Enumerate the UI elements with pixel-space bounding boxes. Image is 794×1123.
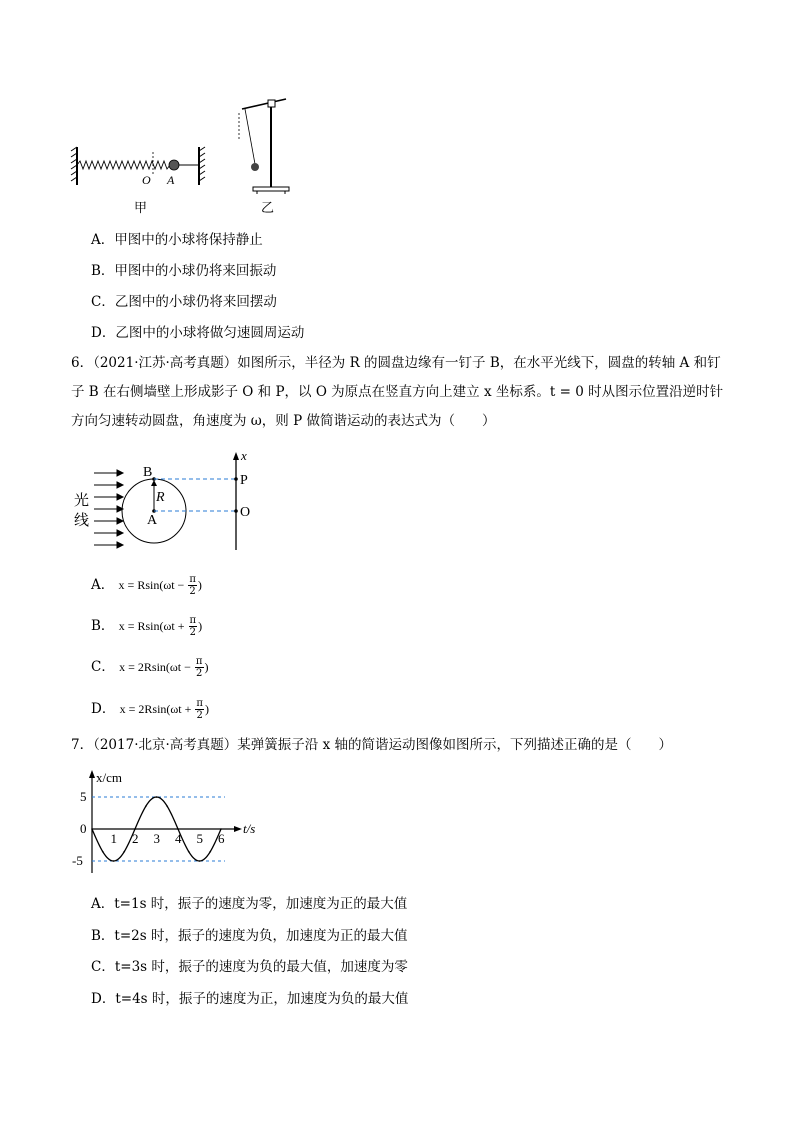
x-tick-label: 1	[110, 831, 117, 846]
data-point	[188, 851, 190, 853]
option-letter: C．	[91, 659, 115, 675]
option-letter: A．	[91, 896, 115, 912]
x-axis-label: x	[241, 448, 247, 463]
q7-option-a[interactable]	[91, 892, 407, 912]
q6-stem-line-1: 6．（2021·江苏·高考真题）如图所示，半径为 R 的圆盘边缘有一钉子 B，在水平光线下，圆盘的转轴 A 和钉	[71, 355, 721, 371]
fraction: $\frac{\pi}{2}$	[195, 656, 203, 679]
pendulum-diagram	[239, 99, 289, 215]
y-tick-label: 0	[80, 821, 87, 836]
x-axis-label: t/s	[243, 821, 256, 836]
data-point	[199, 860, 201, 862]
option-letter: A．	[91, 232, 115, 248]
q6-option-c[interactable]: C． x = 2Rsin(ωt − $\frac{\pi}{2}$ )	[91, 656, 209, 679]
q5-option-b[interactable]	[91, 259, 276, 279]
formula-prefix: x = Rsin(ωt −	[118, 578, 188, 592]
formula-prefix: x = 2Rsin(ωt −	[119, 660, 194, 674]
q6-option-d[interactable]: D． x = 2Rsin(ωt + $\frac{\pi}{2}$ )	[91, 698, 209, 721]
figure-jia-label: 甲	[134, 200, 148, 215]
option-text: 乙图中的小球将做匀速圆周运动	[115, 325, 305, 341]
x-tick-label: 3	[153, 831, 160, 846]
q6-stem-line-2: 子 B 在右侧墙壁上形成影子 O 和 P，以 O 为原点在竖直方向上建立 x 坐标系。t = 0 时从图示位置沿逆时针	[71, 384, 724, 400]
q6-option-a[interactable]: A． x = Rsin(ωt − $\frac{\pi}{2}$ )	[91, 574, 202, 597]
y-axis-arrow	[89, 770, 95, 778]
y-axis-label: x/cm	[96, 770, 122, 785]
data-point	[113, 860, 115, 862]
q7-option-c[interactable]	[91, 955, 408, 975]
data-point	[156, 796, 158, 798]
y-tick-label: -5	[72, 853, 83, 868]
q6-stem	[71, 349, 731, 436]
option-letter: B．	[91, 618, 115, 634]
q6-disk-figure	[72, 448, 272, 558]
data-point	[220, 828, 222, 830]
data-point	[209, 851, 211, 853]
point-A-label: A	[167, 173, 175, 187]
light-label-2: 线	[74, 513, 90, 529]
formula-prefix: x = Rsin(ωt +	[118, 619, 188, 633]
option-text: t=1s 时，振子的速度为零，加速度为正的最大值	[114, 896, 408, 912]
x-axis-arrow	[234, 826, 242, 832]
data-point	[166, 806, 168, 808]
option-text: 甲图中的小球仍将来回振动	[114, 263, 277, 279]
light-arrows	[94, 470, 123, 548]
option-text: t=4s 时，振子的速度为正，加速度为负的最大值	[115, 991, 409, 1007]
point-O-label: O	[240, 505, 251, 520]
light-label-1: 光	[74, 493, 90, 509]
fraction: $\frac{\pi}{2}$	[189, 574, 196, 597]
q7-option-b[interactable]	[91, 924, 407, 944]
data-point	[177, 828, 179, 830]
q7-shm-graph	[74, 768, 274, 878]
radius-R-label: R	[156, 490, 165, 505]
q5-option-c[interactable]	[91, 290, 277, 310]
option-letter: B．	[91, 928, 115, 944]
data-point	[123, 851, 125, 853]
q5-figure	[68, 95, 298, 220]
x-tick-label: 2	[132, 831, 139, 846]
data-point	[145, 806, 147, 808]
point-A-label: A	[147, 513, 158, 528]
point-O-label: O	[142, 173, 151, 187]
option-letter: A．	[91, 577, 115, 593]
q7-option-d[interactable]	[91, 987, 408, 1007]
q5-option-d[interactable]	[91, 321, 304, 341]
x-tick-label: 5	[196, 831, 203, 846]
data-point	[102, 851, 104, 853]
q7-stem: 7．（2017·北京·高考真题）某弹簧振子沿 x 轴的简谐运动图像如图所示，下列描述正确的是（ ）	[71, 737, 672, 753]
option-letter: C．	[91, 294, 115, 310]
option-text: 甲图中的小球将保持静止	[114, 232, 263, 248]
x-tick-label: 6	[218, 831, 225, 846]
option-letter: D．	[91, 325, 116, 341]
q6-stem-line-3: 方向匀速转动圆盘，角速度为 ω，则 P 做简谐运动的表达式为（ ）	[71, 413, 496, 429]
option-letter: C．	[91, 959, 115, 975]
option-letter: D．	[91, 991, 116, 1007]
option-letter: D．	[91, 701, 116, 717]
data-point	[91, 828, 93, 830]
point-B-label: B	[143, 465, 153, 480]
fraction: $\frac{\pi}{2}$	[189, 615, 197, 638]
data-point	[134, 828, 136, 830]
option-text: t=3s 时，振子的速度为负的最大值，加速度为零	[114, 959, 408, 975]
fraction: $\frac{\pi}{2}$	[196, 698, 203, 721]
point-P-label: P	[240, 473, 248, 488]
formula-prefix: x = 2Rsin(ωt +	[119, 702, 195, 716]
option-text: t=2s 时，振子的速度为负，加速度为正的最大值	[114, 928, 408, 944]
y-tick-label: 5	[80, 789, 87, 804]
x-tick-label: 4	[175, 831, 182, 846]
figure-yi-label: 乙	[261, 200, 275, 215]
spring-oscillator-diagram	[71, 147, 205, 215]
q6-option-b[interactable]: B． x = Rsin(ωt + $\frac{\pi}{2}$ )	[91, 615, 203, 638]
option-letter: B．	[91, 263, 115, 279]
q5-option-a[interactable]	[91, 228, 263, 248]
option-text: 乙图中的小球仍将来回摆动	[114, 294, 277, 310]
